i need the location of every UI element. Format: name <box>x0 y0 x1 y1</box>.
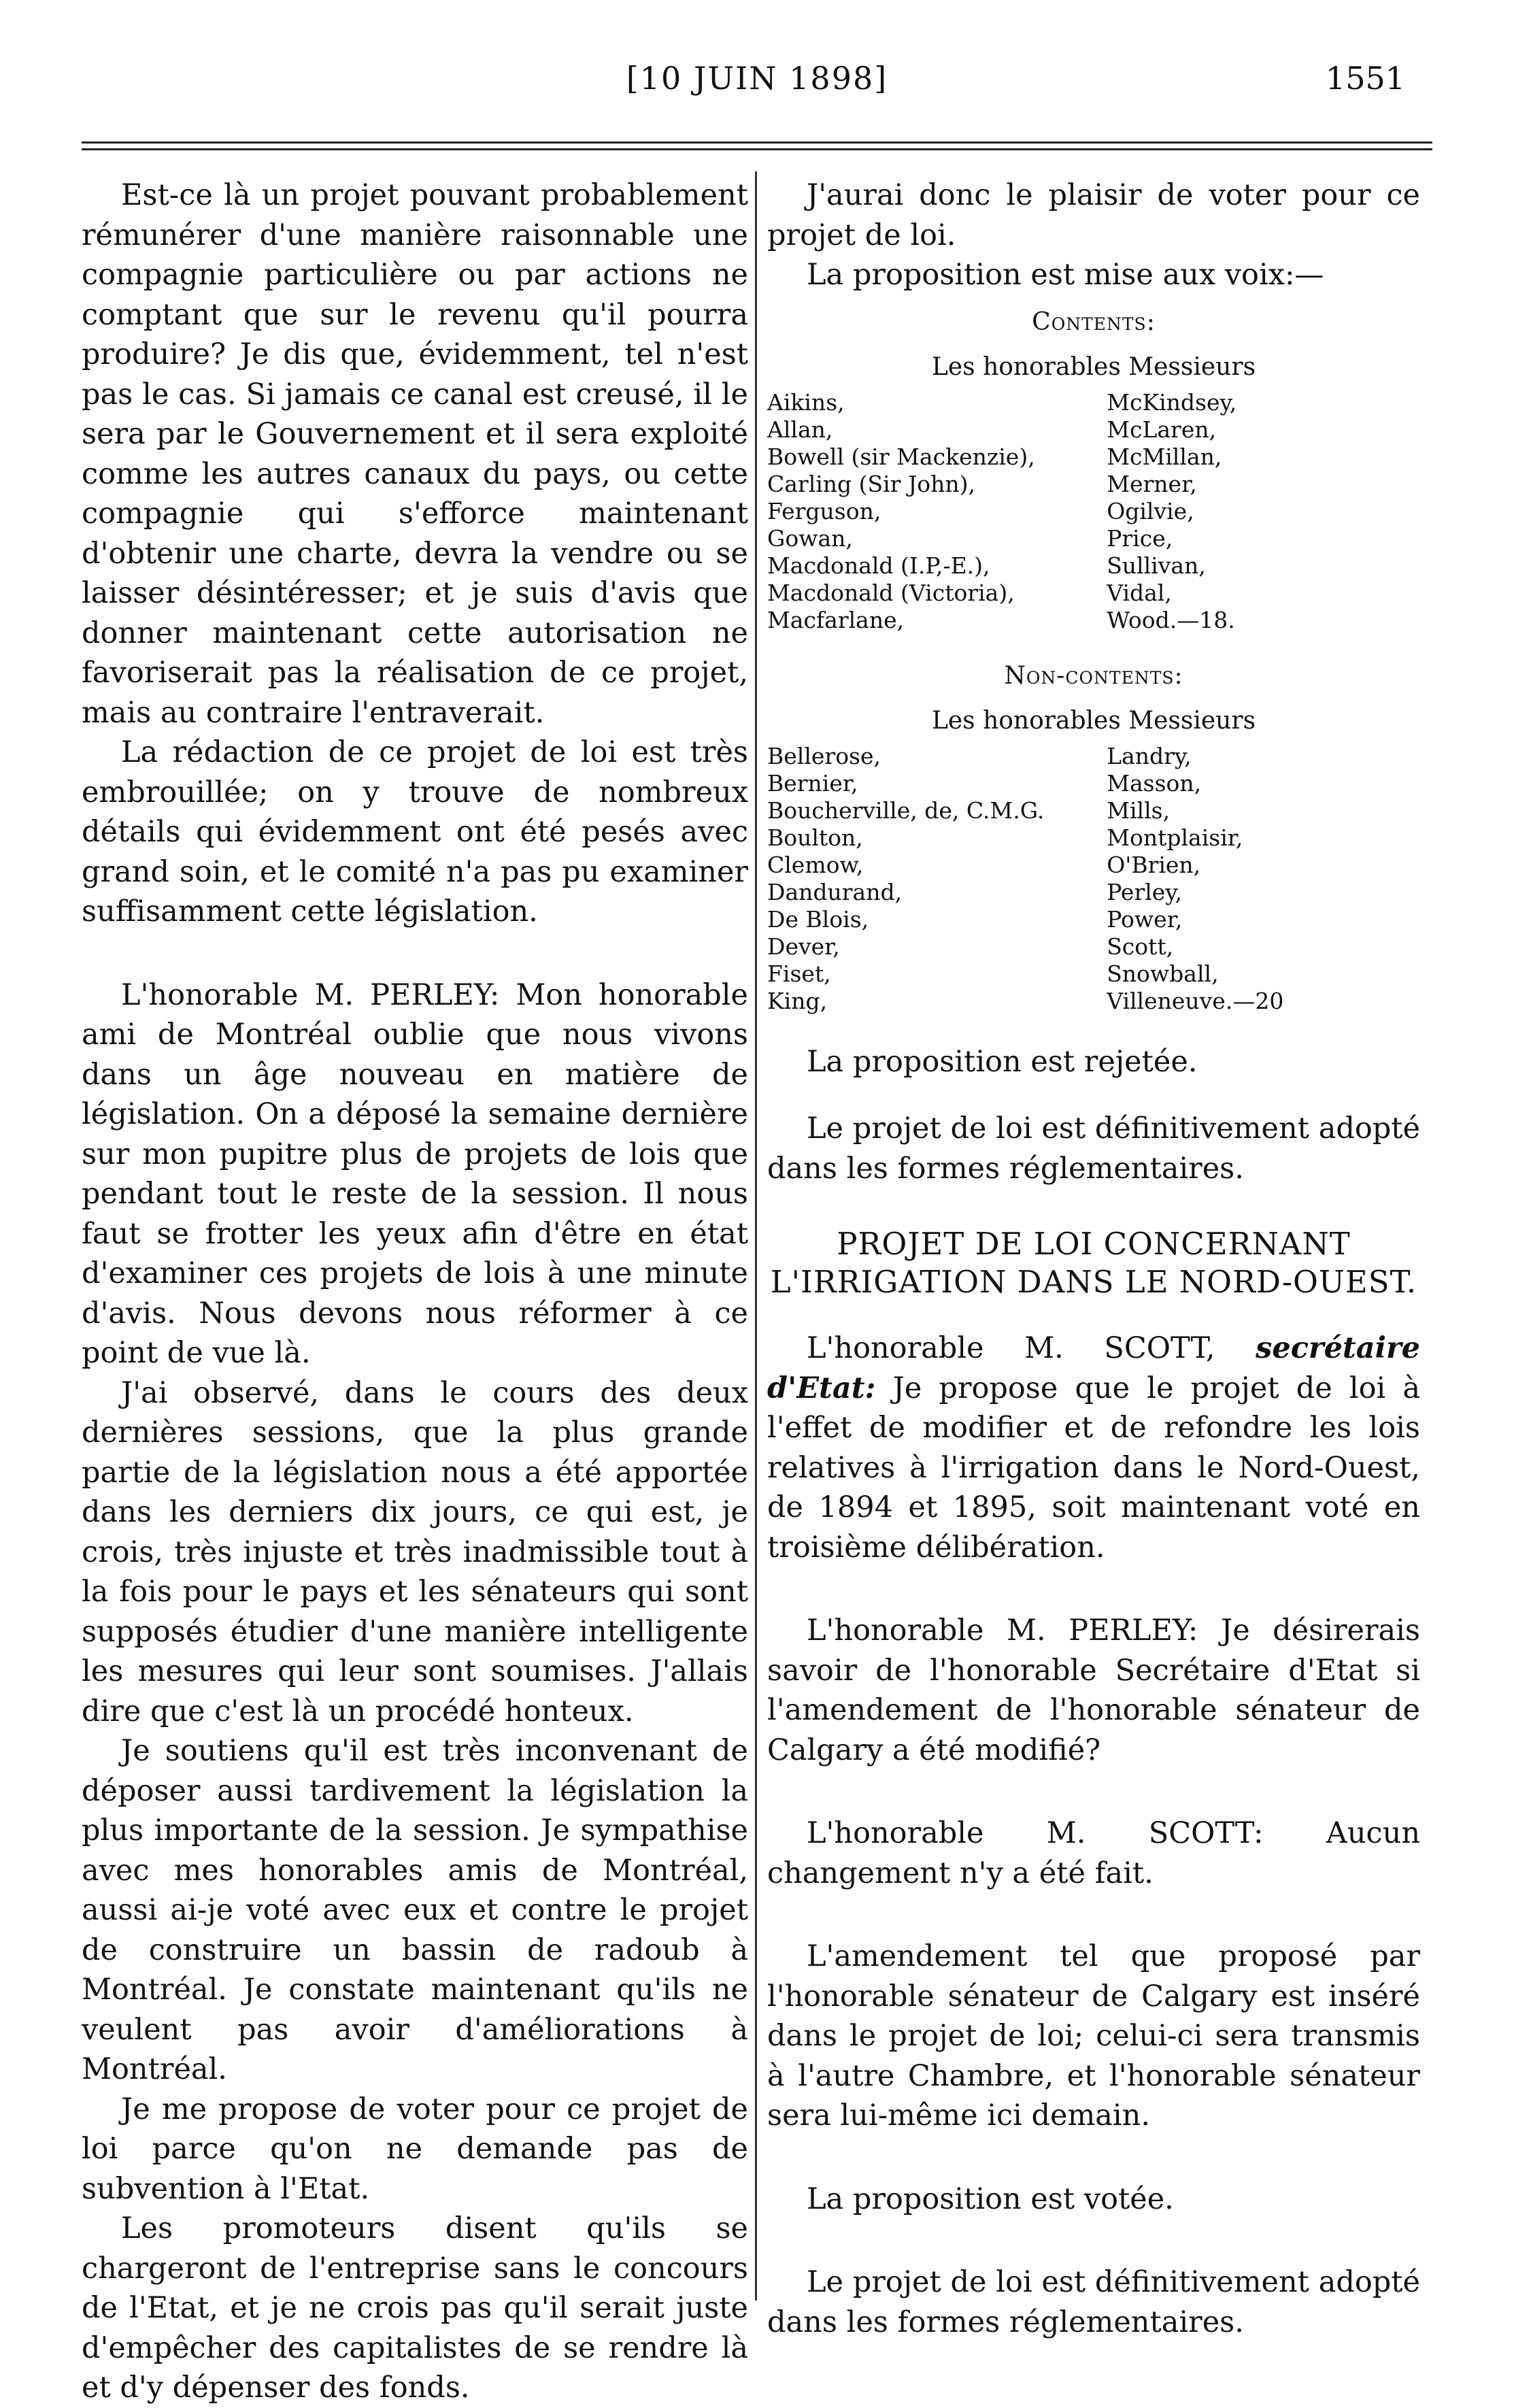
column-divider <box>755 171 757 2301</box>
header-rule-bottom <box>82 148 1432 150</box>
vote-row <box>767 444 1420 471</box>
speaker-name: L'honorable M. SCOTT, <box>807 1331 1215 1365</box>
senator-name: Merner, <box>1107 470 1197 497</box>
vote-row <box>767 389 1420 416</box>
paragraph: J'aurai donc le plaisir de voter pour ce projet de loi. <box>767 178 1420 252</box>
vote-row <box>767 498 1420 525</box>
senator-name: McKindsey, <box>1107 388 1237 416</box>
contents-heading: Contents: <box>1032 307 1156 336</box>
non-contents-heading: Non-contents: <box>1004 661 1183 690</box>
result-adopted: Le projet de loi est définitivement adopté dans les formes réglementaires. <box>767 1111 1420 1186</box>
senator-name: Power, <box>1107 905 1183 933</box>
paragraph: Les promoteurs disent qu'ils se chargeront de l'entreprise sans le concours de l'Etat, et je ne crois pas qu'il serait juste d'empêcher des capitalistes de se rendre là et d'y dépenser des fonds. <box>82 2211 748 2405</box>
senator-name: Carling (Sir John), <box>767 470 975 497</box>
paragraph: Je me propose de voter pour ce projet de loi parce qu'on ne demande pas de subvention à l'Etat. <box>82 2092 748 2206</box>
vote-row <box>767 580 1420 607</box>
paragraph: Est-ce là un projet pouvant probablement rémunérer d'une manière raisonnable une compagnie particulière ou par actions ne comptant que sur le revenu qu'il pourra produire? Je dis que, évidemment, tel n'est pas le cas. Si jamais ce canal est creusé, il le sera par le Gouvernement et il sera exploité comme les autres canaux du pays, ou cette compagnie qui s'efforce maintenant d'obtenir une charte, devra la vendre ou se laisser désintéresser; et je suis d'avis que donner maintenant cette autorisation ne favoriserait pas la réalisation de ce projet, mais au contraire l'entraverait. <box>82 178 748 730</box>
non-contents-list <box>767 743 1420 1015</box>
senator-name: King, <box>767 987 828 1014</box>
header-rule-top <box>82 141 1432 144</box>
vote-row <box>767 824 1420 852</box>
speech-perley <box>82 975 748 1373</box>
vote-row <box>767 525 1420 552</box>
vote-row <box>767 879 1420 906</box>
senator-name: Villeneuve.—20 <box>1107 987 1284 1014</box>
page-number: 1551 <box>1325 60 1405 97</box>
senator-name: Macfarlane, <box>767 606 905 633</box>
vote-row <box>767 743 1420 770</box>
header-date: [10 JUIN 1898] <box>626 60 888 97</box>
senator-name: Montplaisir, <box>1107 824 1243 851</box>
senator-name: Price, <box>1107 524 1173 552</box>
senator-name: Bowell (sir Mackenzie), <box>767 443 1035 470</box>
vote-row <box>767 770 1420 797</box>
result-rejected: La proposition est rejetée. <box>807 1044 1198 1079</box>
senator-name: Ferguson, <box>767 497 881 524</box>
senator-name: Wood.—18. <box>1107 606 1235 633</box>
vote-row <box>767 933 1420 960</box>
senator-name: Scott, <box>1107 933 1174 960</box>
vote-row <box>767 607 1420 634</box>
speech-scott-2 <box>767 1813 1420 1893</box>
result-final: Le projet de loi est définitivement adopté dans les formes réglementaires. <box>767 2265 1420 2339</box>
paragraph: J'ai observé, dans le cours des deux dernières sessions, que la plus grande partie de la législation nous a été apportée dans les derniers dix jours, ce qui est, je crois, très injuste et très inadmissible tout à la fois pour le pays et les sénateurs qui sont supposés étudier d'une manière intelligente les mesures qui leur sont soumises. J'allais dire que c'est là un procédé honteux. <box>82 1375 748 1728</box>
senator-name: Ogilvie, <box>1107 497 1194 524</box>
speech-text: Je propose que le projet de loi à l'effet de modifier et de refondre les lois relatives à l'irrigation dans le Nord-Ouest, de 1894 et 1895, soit maintenant voté en troisième délibération. <box>767 1371 1420 1565</box>
speaker-name: L'honorable M. PERLEY: <box>807 1613 1198 1648</box>
vote-row <box>767 552 1420 580</box>
senator-name: Aikins, <box>767 388 845 416</box>
non-contents-subheading: Les honorables Messieurs <box>931 706 1256 735</box>
speaker-name: L'honorable M. SCOTT: <box>807 1816 1264 1850</box>
senator-name: Dandurand, <box>767 878 903 905</box>
speech-scott <box>767 1328 1420 1567</box>
senator-name: Boucherville, de, C.M.G. <box>767 797 1045 824</box>
vote-row <box>767 906 1420 933</box>
contents-list <box>767 389 1420 634</box>
senator-name: McMillan, <box>1107 443 1222 470</box>
senator-name: Macdonald (I.P,-E.), <box>767 552 990 579</box>
speaker-name: L'honorable M. PERLEY: <box>121 977 500 1012</box>
senator-name: Masson, <box>1107 769 1202 797</box>
senator-name: Fiset, <box>767 960 831 987</box>
senator-name: Bernier, <box>767 769 858 797</box>
speech-text: Aucun changement n'y a été fait. <box>767 1816 1421 1890</box>
vote-row <box>767 852 1420 879</box>
left-column <box>82 175 748 2408</box>
speech-perley-2 <box>767 1611 1420 1770</box>
senator-name: Macdonald (Victoria), <box>767 579 1015 606</box>
senator-name: Vidal, <box>1107 579 1172 606</box>
vote-row <box>767 416 1420 444</box>
senator-name: Snowball, <box>1107 960 1219 987</box>
senator-name: Mills, <box>1107 797 1171 824</box>
senator-name: Allan, <box>767 416 833 443</box>
amendment-paragraph: L'amendement tel que proposé par l'honorable sénateur de Calgary est inséré dans le projet de loi; celui-ci sera transmis à l'autre Chambre, et l'honorable sénateur sera lui-même ici demain. <box>767 1939 1420 2133</box>
page-header <box>82 60 1432 114</box>
right-column <box>767 175 1420 2342</box>
senator-name: Bellerose, <box>767 742 881 769</box>
senator-name: Gowan, <box>767 524 853 552</box>
vote-row <box>767 988 1420 1015</box>
speaker-role: secrétaire d'Etat: <box>767 1331 1421 1405</box>
senator-name: Boulton, <box>767 824 863 851</box>
senator-name: O'Brien, <box>1107 851 1201 878</box>
vote-row <box>767 471 1420 498</box>
paragraph: Je soutiens qu'il est très inconvenant de déposer aussi tardivement la législation la plus importante de la session. Je sympathise avec mes honorables amis de Montréal, aussi ai-je voté avec eux et contre le projet de construire un bassin de radoub à Montréal. Je constate maintenant qu'ils ne veulent pas avoir d'améliorations à Montréal. <box>82 1734 748 2086</box>
senator-name: Dever, <box>767 933 840 960</box>
speech-text: Mon honorable ami de Montréal oublie que nous vivons dans un âge nouveau en matière de législation. On a déposé la semaine dernière sur mon pupitre plus de projets de lois que pendant tout le reste de la session. Il nous faut se frotter les yeux afin d'être en état d'examiner ces projets de lois à une minute d'avis. Nous devons nous réformer à ce point de vue là. <box>82 977 748 1370</box>
senator-name: Landry, <box>1107 742 1192 769</box>
vote-row <box>767 797 1420 824</box>
senator-name: De Blois, <box>767 905 869 933</box>
senator-name: Sullivan, <box>1107 552 1206 579</box>
paragraph: La rédaction de ce projet de loi est très embrouillée; on y trouve de nombreux détails qui évidemment ont été pesés avec grand soin, et le comité n'a pas pu examiner suffisamment cette législation. <box>82 735 748 929</box>
senator-name: McLaren, <box>1107 416 1217 443</box>
contents-subheading: Les honorables Messieurs <box>931 352 1256 381</box>
senator-name: Clemow, <box>767 851 864 878</box>
speech-text: Je désirerais savoir de l'honorable Secrétaire d'Etat si l'amendement de l'honorable sénateur de Calgary a été modifié? <box>767 1613 1420 1767</box>
senator-name: Perley, <box>1107 878 1183 905</box>
section-title: PROJET DE LOI CONCERNANT L'IRRIGATION DANS LE NORD-OUEST. <box>770 1226 1417 1300</box>
vote-row <box>767 960 1420 988</box>
result-voted: La proposition est votée. <box>807 2181 1174 2216</box>
paragraph: La proposition est mise aux voix:— <box>807 258 1324 292</box>
